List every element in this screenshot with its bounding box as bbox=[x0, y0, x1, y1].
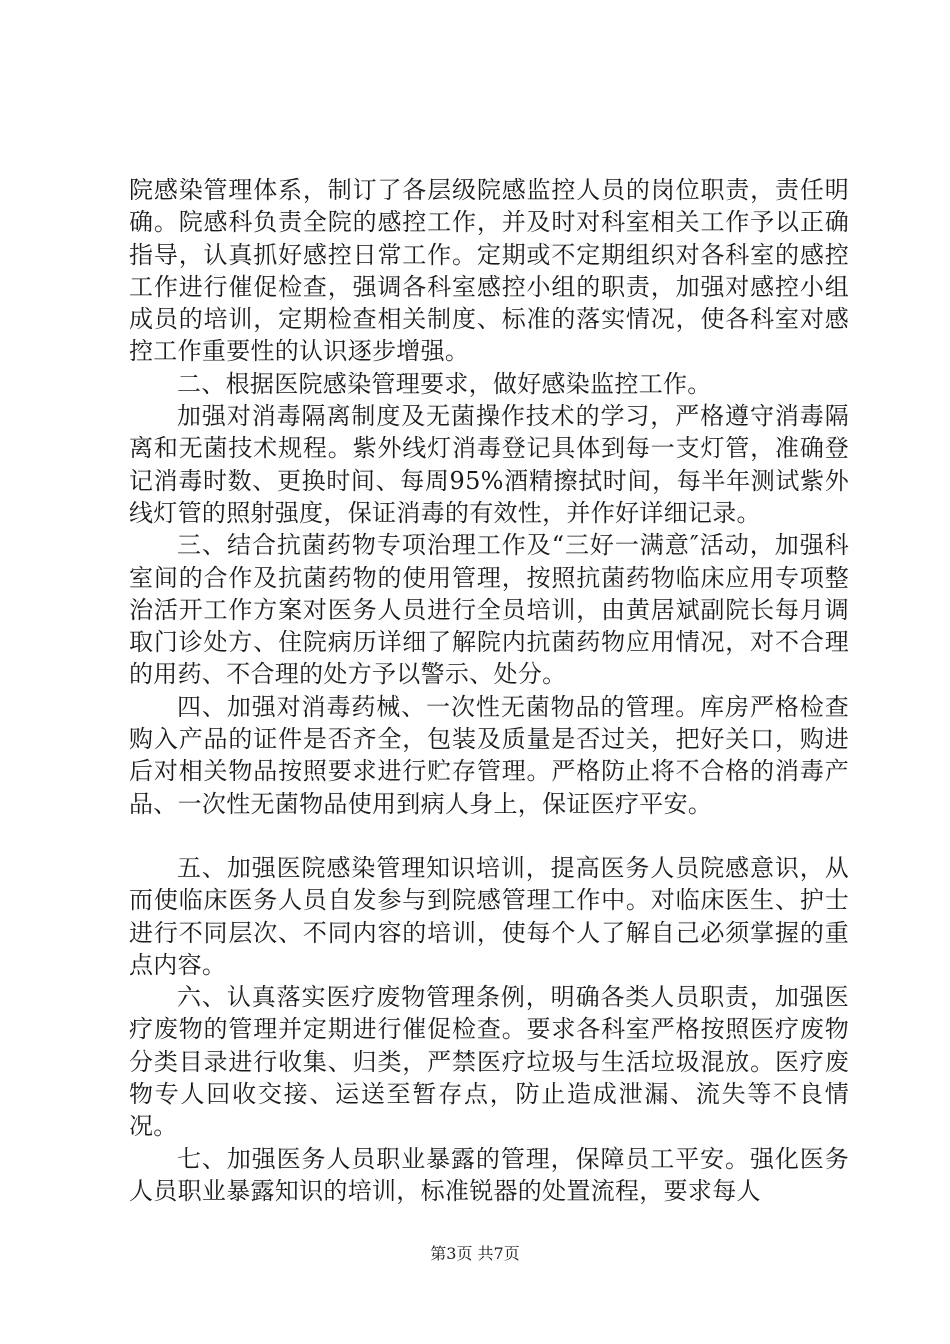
page-footer: 第3页 共7页 bbox=[430, 1244, 520, 1263]
section-5-paragraph: 五、加强医院感染管理知识培训，提高医务人员院感意识，从而使临床医务人员自发参与到院感管理工作中。对临床医生、护士进行不同层次、不同内容的培训，使每个人了解自己必须掌握的重点内容。 bbox=[129, 853, 849, 979]
section-7-paragraph: 七、加强医务人员职业暴露的管理，保障员工平安。强化医务人员职业暴露知识的培训，标准锐器的处置流程，要求每人 bbox=[129, 1144, 849, 1205]
document-body bbox=[129, 174, 849, 1207]
section-4-paragraph: 四、加强对消毒药械、一次性无菌物品的管理。库房严格检查购入产品的证件是否齐全，包装及质量是否过关，把好关口，购进后对相关物品按照要求进行贮存管理。严格防止将不合格的消毒产品、一次性无菌物品使用到病人身上，保证医疗平安。 bbox=[129, 692, 849, 818]
section-3-paragraph: 三、结合抗菌药物专项治理工作及“三好一满意″活动，加强科室间的合作及抗菌药物的使用管理，按照抗菌药物临床应用专项整治活开工作方案对医务人员进行全员培训，由黄居斌副院长每月调取门诊处方、住院病历详细了解院内抗菌药物应用情况，对不合理的用药、不合理的处方予以警示、处分。 bbox=[129, 531, 849, 689]
section-6-paragraph: 六、认真落实医疗废物管理条例，明确各类人员职责，加强医疗废物的管理并定期进行催促检查。要求各科室严格按照医疗废物分类目录进行收集、归类，严禁医疗垃圾与生活垃圾混放。医疗废物专人回收交接、运送至暂存点，防止造成泄漏、流失等不良情况。 bbox=[129, 983, 849, 1141]
paragraph-disinfection: 加强对消毒隔离制度及无菌操作技术的学习，严格遵守消毒隔离和无菌技术规程。紫外线灯消毒登记具体到每一支灯管，准确登记消毒时数、更换时间、每周95%酒精擦拭时间，每半年测试紫外线灯管的照射强度，保证消毒的有效性，并作好详细记录。 bbox=[129, 402, 849, 527]
section-heading-2: 二、根据医院感染管理要求，做好感染监控工作。 bbox=[177, 369, 712, 398]
paragraph-continuation: 院感染管理体系，制订了各层级院感监控人员的岗位职责，责任明确。院感科负责全院的感控工作，并及时对科室相关工作予以正确指导，认真抓好感控日常工作。定期或不定期组织对各科室的感控工作进行催促检查，强调各科室感控小组的职责，加强对感控小组成员的培训，定期检查相关制度、标准的落实情况，使各科室对感控工作重要性的认识逐步增强。 bbox=[129, 176, 849, 366]
